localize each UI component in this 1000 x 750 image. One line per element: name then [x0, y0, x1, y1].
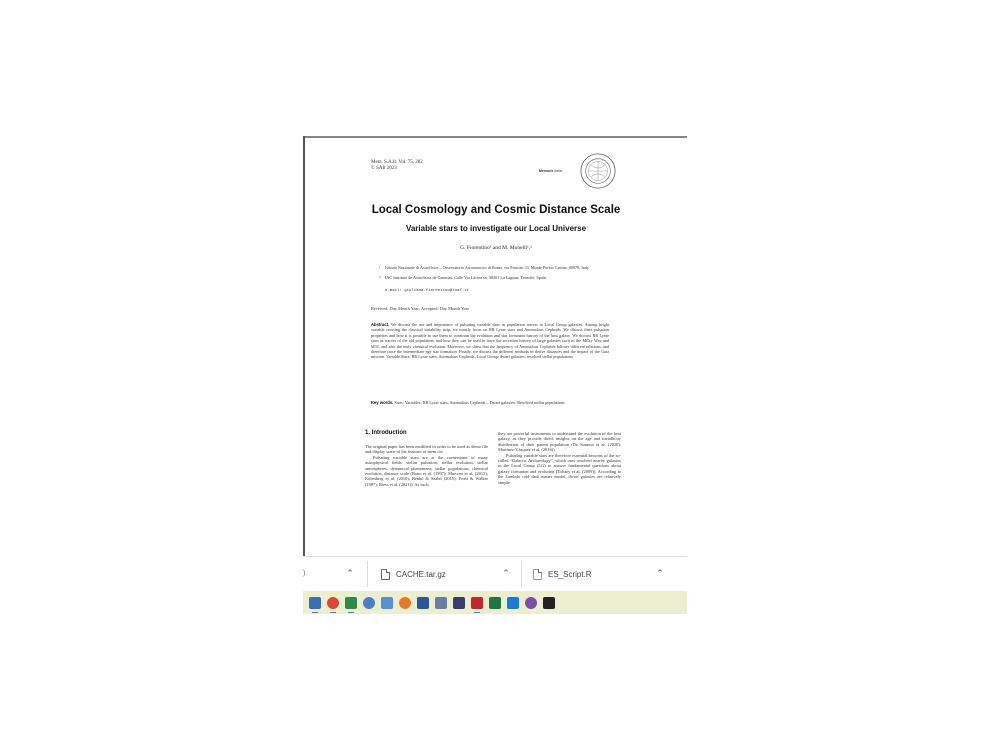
journal-name — [539, 169, 562, 173]
affiliation-1 — [379, 265, 621, 270]
paper-authors: G. Fiorentino¹ and M. Monelli¹,² — [460, 245, 532, 251]
divider — [521, 561, 522, 587]
app-icon-blue[interactable] — [363, 597, 375, 609]
journal-copyright: © SAIt 2023 — [371, 166, 397, 171]
journal-name-main: Memorie — [539, 169, 554, 173]
paragraph: Pulsating variable stars are therefore essential beacons of the so-called “Galactic Archaeology”, which uses resolved nearby galaxies in the Local Group (LG) to answer fundamental questions about galaxy formation and evolution (Tolstoy et al. (2009)). According to the Lambda cold dark matter model, dwarf galaxies are relatively simple — [498, 452, 621, 485]
paper-title: Local Cosmology and Cosmic Distance Scale — [371, 204, 621, 216]
keywords — [371, 400, 609, 405]
app-icon-dark[interactable] — [453, 597, 465, 609]
journal-volume: Mem. S.A.It. Vol. 75, 282 — [371, 160, 423, 165]
terminal-icon[interactable] — [543, 597, 555, 609]
screen-left-border — [303, 136, 305, 556]
keywords-label: Key words. — [371, 400, 394, 405]
download-item-script[interactable] — [533, 564, 592, 584]
paragraph: The original paper has been modified in order to be used as demo file and display some of the features of mem.cls. — [365, 444, 488, 455]
file-explorer-icon[interactable] — [309, 597, 321, 609]
photos-icon[interactable] — [381, 597, 393, 609]
r-file-icon — [533, 569, 542, 580]
download-item-name: ES_Script.R — [548, 569, 592, 579]
journal-header — [371, 160, 423, 172]
abstract-label: Abstract. — [371, 322, 390, 327]
word-icon[interactable] — [417, 597, 429, 609]
file-icon — [381, 569, 390, 580]
divider — [367, 561, 368, 587]
affiliation-text: IAC Instituto de Astrofísica de Canarias, Calle Via Láctea sn, 38201 La Laguna, Tenerife, Spain — [385, 275, 546, 280]
screen — [303, 136, 687, 614]
right-column — [498, 431, 621, 485]
chevron-up-icon[interactable]: ⌃ — [502, 568, 510, 578]
abstract-text: We discuss the use and importance of pulsating variable stars as population tracers in Local Group galaxies. Among bright variable crossing the classical instability strip, we mostly focus on RR Lyrae stars and Anomalous Cepheids. We discuss their pulsation properties and how it is possible to use them to constrain the evolution and star formation history of the host galaxy. We discuss RR Lyrae stars as tracers of the old population, and how they can be used to trace the accretion history of large galaxies such as the Milky Way and M31, and also the early chemical evolution. Moreover, we show that the frequency of Anomalous Cepheids follows different relations, and therefore trace the intermediate-age star formation. Finally, we discuss the different methods to derive distances and the impact of the Gaia mission. Variable Stars; RR Lyrae stars; Anomalous Cepheids; Local Group; dwarf galaxies; resolved stellar populations — [371, 322, 609, 360]
chevron-up-icon[interactable]: ⌃ — [656, 568, 664, 578]
affiliation-2 — [379, 275, 621, 280]
vscode-icon[interactable] — [507, 597, 519, 609]
paper-subtitle: Variable stars to investigate our Local Universe — [405, 224, 587, 233]
paragraph: Pulsating variable stars are at the cornerstone of many astrophysical fields: stellar pulsation, stellar evolution, stellar atmospheres, dynamical phenomena, stellar populations, chemical evolution, distance scale (Bono et al. (1997); Marconi et al. (2015); Kolenberg et al. (2010); Benkő & Szabó (2015); Feast & Walker (1987); Riess et al. (2021)). As such, — [365, 454, 488, 487]
download-bar — [303, 556, 687, 590]
section-title: 1. Introduction — [365, 430, 407, 436]
chevron-up-icon[interactable]: ⌃ — [346, 568, 354, 578]
abstract — [371, 322, 609, 360]
settings-icon[interactable] — [435, 597, 447, 609]
app-icon-purple[interactable] — [525, 597, 537, 609]
affiliation-number: 1 — [379, 265, 381, 269]
download-item-cache[interactable] — [381, 564, 446, 584]
affiliation-text: Istituto Nazionale di Astrofisica – Osservatorio Astronomico di Roma, via Frascati 33, Monte Porzio Catone, 00078, Italy — [385, 265, 589, 270]
received-line: Received: Day Month Year; Accepted: Day Month Year — [371, 306, 469, 311]
firefox-icon[interactable] — [399, 597, 411, 609]
download-stub: ) — [303, 570, 306, 577]
taskbar — [303, 591, 687, 614]
author-email: e-mail: giuliana.fiorentino@inaf.it — [385, 289, 470, 293]
excel-icon[interactable] — [489, 597, 501, 609]
chrome-icon[interactable] — [327, 597, 339, 609]
document-page — [305, 138, 687, 554]
acrobat-icon[interactable] — [471, 597, 483, 609]
left-column — [365, 444, 488, 487]
journal-seal-icon — [579, 152, 617, 190]
app-icon-green[interactable] — [345, 597, 357, 609]
paragraph: they are powerful instruments to understand the evolution of the host galaxy, as they provide direct insights on the age and metallicity distribution of their parent population (De Somma et al. (2020); Martínez-Vázquez et al. (2016)). — [498, 431, 621, 453]
download-item-name: CACHE.tar.gz — [396, 569, 446, 579]
affiliation-number: 2 — [379, 275, 381, 279]
keywords-text: Stars: Variables: RR Lyrae stars, Anomalous Cepheids – Dwarf galaxies: Resolved stellar populations — [394, 400, 565, 405]
journal-name-suffix: della — [554, 169, 562, 173]
